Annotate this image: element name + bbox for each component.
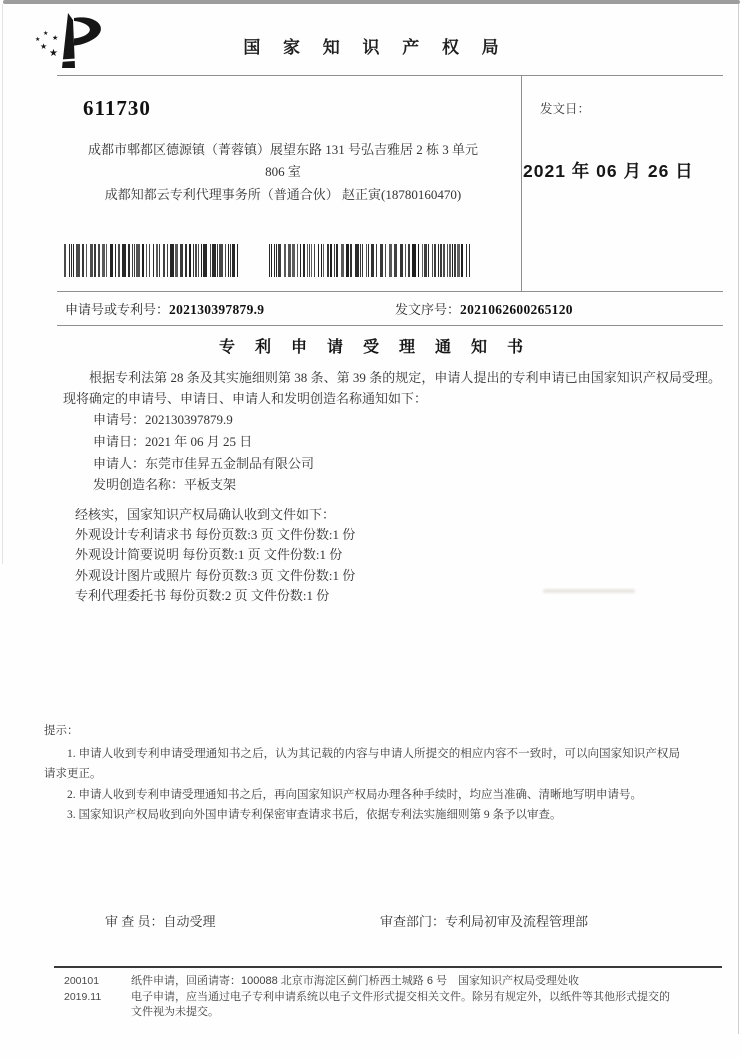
barcode-icon-left [64, 244, 242, 277]
address-line-1: 成都市郫都区德源镇（菁蓉镇）展望东路 131 号弘吉雅居 2 栋 3 单元 [87, 142, 478, 157]
agency-title: 国 家 知 识 产 权 局 [243, 38, 508, 57]
department-value: 专利局初审及流程管理部 [445, 914, 589, 929]
notice-title: 专 利 申 请 受 理 通 知 书 [218, 339, 531, 356]
tips-section [44, 721, 680, 826]
svg-text:★: ★ [52, 34, 59, 42]
scan-artifact [543, 589, 635, 593]
tip-item: 3. 国家知识产权局收到向外国申请专利保密审查请求书后，依据专利法实施细则第 9 条予以审查。 [67, 809, 562, 821]
examiner-row [105, 911, 216, 930]
footer-text [131, 974, 711, 1021]
application-fields [93, 409, 314, 496]
svg-text:★: ★ [40, 42, 48, 51]
svg-text:★: ★ [43, 31, 49, 37]
reference-row-bottom-rule [57, 325, 723, 326]
tip-item: 1. 申请人收到专利申请受理通知书之后，认为其记载的内容与申请人所提交的相应内容不一致时，可以向国家知识产权局请求更正。 [44, 747, 680, 780]
received-doc-row: 外观设计图片或照片 每份页数:3 页 文件份数:1 份 [75, 567, 356, 583]
svg-text:★: ★ [35, 37, 41, 43]
recipient-box-bottom-rule [57, 291, 723, 292]
field-application-date: 申请日：2021 年 06 月 25 日 [93, 433, 253, 449]
tip-item: 2. 申请人收到专利申请受理通知书之后，再向国家知识产权局办理各种手续时，均应当准确、清晰地写明申请号。 [67, 788, 642, 801]
field-application-number: 申请号：202130397879.9 [93, 412, 233, 427]
footer-line: 纸件申请，回函请寄：100088 北京市海淀区蓟门桥西土城路 6 号 国家知识产权局受理处收 [131, 975, 579, 987]
footer-codes [64, 974, 101, 1005]
department-label: 审查部门： [380, 914, 446, 929]
serial-number-row [395, 299, 573, 318]
examiner-label: 审 查 员： [105, 914, 164, 929]
field-invention-name: 发明创造名称：平板支架 [93, 477, 237, 493]
tips-label: 提示： [44, 725, 79, 737]
footer-rule [54, 966, 722, 968]
received-documents [75, 505, 355, 606]
footer-line: 电子申请，应当通过电子专利申请系统以电子文件形式提交相关文件。除另有规定外，以纸件等其他形式提交的 [131, 990, 670, 1003]
dispatch-date-label: 发文日： [540, 102, 591, 116]
dispatch-date-value: 2021 年 06 月 26 日 [523, 161, 694, 181]
notice-intro-paragraph: 根据专利法第 28 条及其实施细则第 38 条、第 39 条的规定，申请人提出的专利申请已由国家知识产权局受理。现将确定的申请号、申请日、申请人和发明创造名称通知如下： [63, 370, 721, 406]
dispatch-box-divider [521, 75, 522, 291]
footer-line: 文件视为未提交。 [131, 1006, 219, 1018]
application-number-value: 202130397879.9 [169, 302, 265, 317]
footer-code: 2019.11 [64, 990, 102, 1003]
received-doc-row: 专利代理委托书 每份页数:2 页 文件份数:1 份 [75, 587, 330, 603]
postal-code: 611730 [83, 96, 151, 120]
serial-number-label: 发文序号： [395, 302, 461, 317]
received-doc-row: 外观设计专利请求书 每份页数:3 页 文件份数:1 份 [75, 527, 356, 543]
svg-text:★: ★ [49, 48, 58, 59]
footer-code: 200101 [64, 975, 100, 987]
field-applicant: 申请人：东莞市佳昇五金制品有限公司 [93, 455, 315, 471]
scan-right-edge [738, 4, 739, 1034]
application-number-label: 申请号或专利号： [65, 302, 170, 317]
address-line-2: 806 室 [265, 164, 301, 179]
serial-number-value: 2021062600265120 [460, 302, 573, 317]
barcode-icon-right [269, 244, 476, 277]
scan-top-edge [3, 0, 740, 4]
scan-left-edge [2, 4, 3, 564]
agent-line: 成都知都云专利代理事务所（普通合伙） 赵正寅(18780160470) [104, 187, 462, 202]
department-row [380, 911, 588, 930]
received-intro: 经核实，国家知识产权局确认收到文件如下： [75, 507, 336, 522]
examiner-value: 自动受理 [163, 914, 216, 929]
received-doc-row: 外观设计简要说明 每份页数:1 页 文件份数:1 份 [75, 547, 343, 563]
header-rule [57, 75, 723, 76]
application-number-row [65, 299, 264, 318]
